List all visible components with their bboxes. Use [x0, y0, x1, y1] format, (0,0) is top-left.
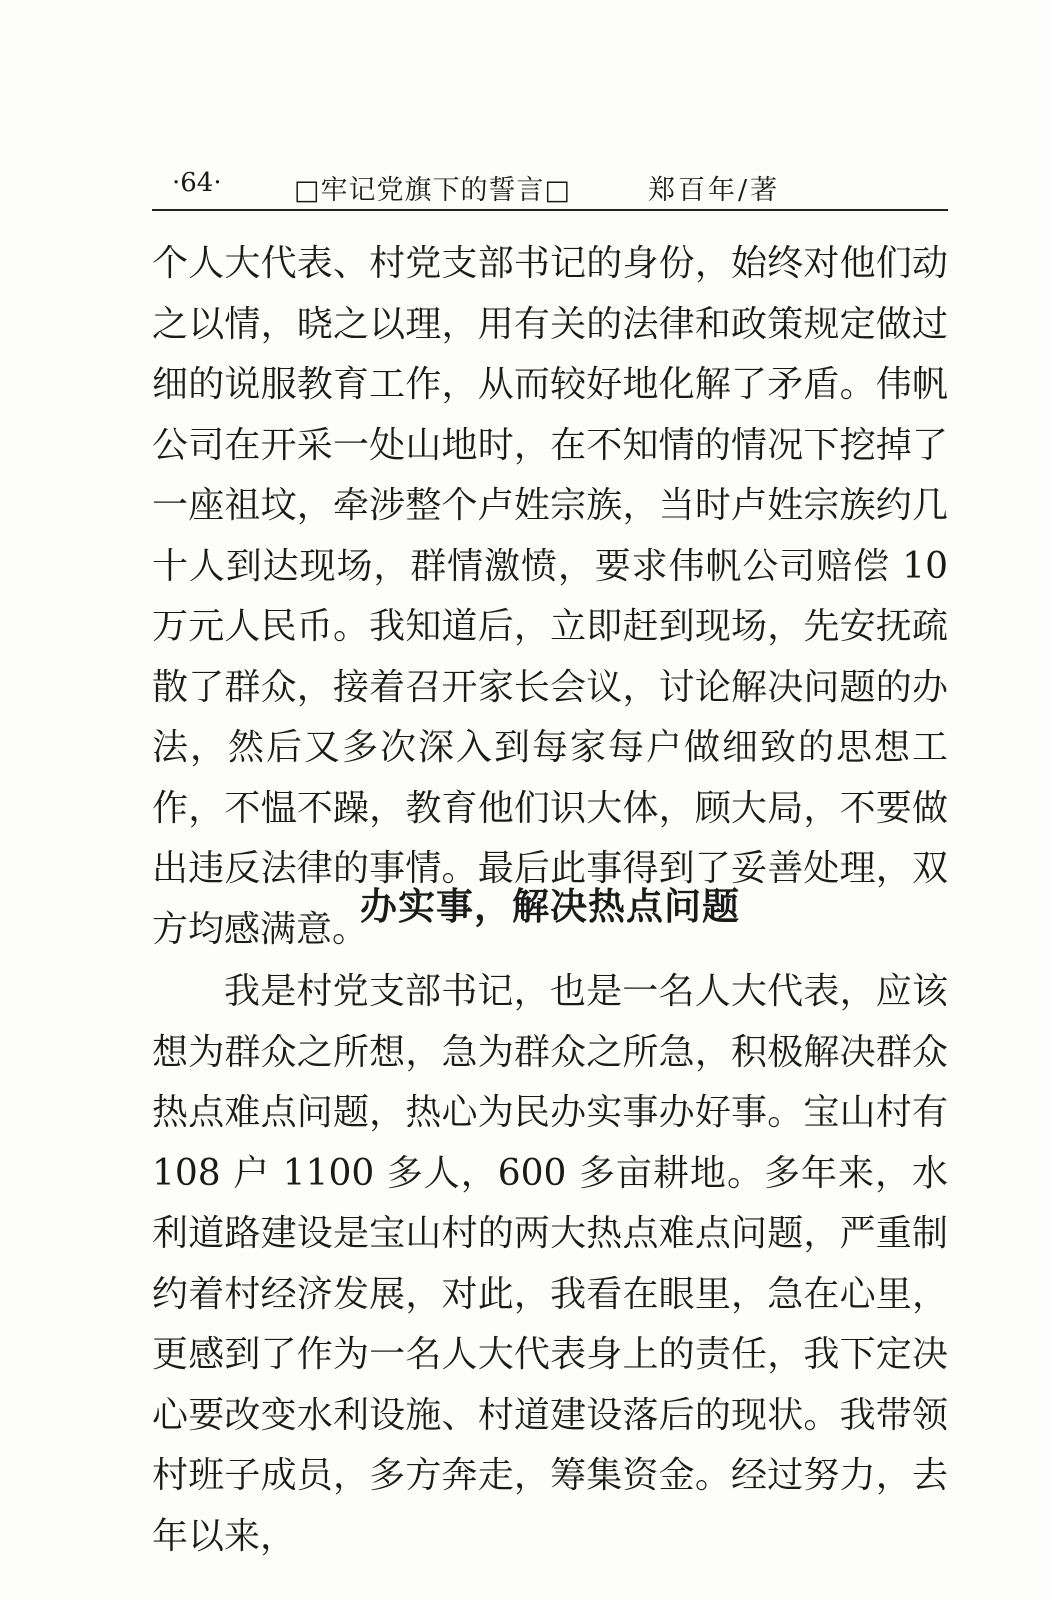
body-paragraph-2: 我是村党支部书记，也是一名人大代表，应该想为群众之所想，急为群众之所急，积极解决群众热点难点问题，热心为民办实事办好事。宝山村有 108 户 1100 多人，600 多亩耕地。多年来，水利道路建设是宝山村的两大热点难点问题，严重制约着村经济发展，对此，我看在眼里，急在心里，更感到了作为一名人大代表身上的责任，我下定决心要改变水利设施、村道建设落后的现状。我带领村班子成员，多方奔走，筹集资金。经过努力，去年以来，: [152, 971, 948, 1557]
section-heading: 办实事，解决热点问题: [360, 885, 740, 928]
page-number: ·64·: [172, 168, 222, 198]
author-credit: 郑百年/著: [648, 175, 781, 206]
book-title: □牢记党旗下的誓言□: [294, 175, 572, 206]
body-paragraph-1: 个人大代表、村党支部书记的身份，始终对他们动之以情，晓之以理，用有关的法律和政策规定做过细的说服教育工作，从而较好地化解了矛盾。伟帆公司在开采一处山地时，在不知情的情况下挖掉了一座祖坟，牵涉整个卢姓宗族，当时卢姓宗族约几十人到达现场，群情激愤，要求伟帆公司赔偿 10 万元人民币。我知道后，立即赶到现场，先安抚疏散了群众，接着召开家长会议，讨论解决问题的办法，然后又多次深入到每家每户做细致的思想工作，不愠不躁，教育他们识大体，顾大局，不要做出违反法律的事情。最后此事得到了妥善处理，双方均感满意。: [152, 243, 948, 950]
header-divider: [152, 209, 948, 211]
running-header: [152, 164, 948, 208]
